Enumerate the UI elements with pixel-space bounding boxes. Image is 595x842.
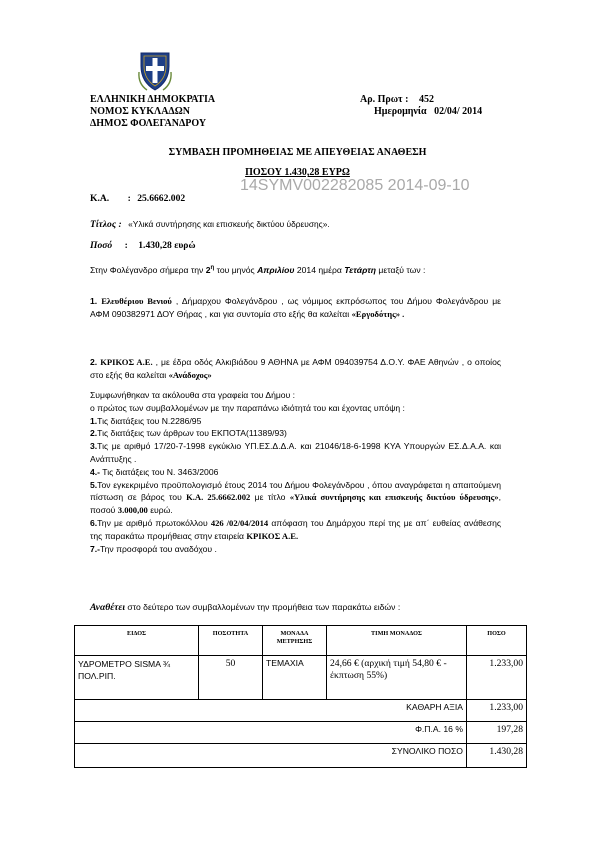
column-header-item: ΕΙΔΟΣ bbox=[75, 626, 199, 656]
title-label: Τίτλος : bbox=[90, 219, 122, 230]
party-2-paragraph bbox=[90, 356, 501, 383]
cell-unit-price: 24,66 € (αρχική τιμή 54,80 € - έκπτωση 55%) bbox=[327, 656, 467, 700]
protocol-value: 452 bbox=[418, 94, 434, 105]
agreement-intro-2: ο πρώτος των συμβαλλομένων με την παραπάνω ιδιότητά του και έχοντας υπόψη : bbox=[90, 402, 405, 413]
consideration-2: 2.Τις διατάξεις των άρθρων του ΕΚΠΟΤΑ(11389/93) bbox=[90, 428, 287, 439]
document-title: ΣΥΜΒΑΣΗ ΠΡΟΜΗΘΕΙΑΣ ΜΕ ΑΠΕΥΘΕΙΑΣ ΑΝΑΘΕΣΗ bbox=[168, 147, 427, 158]
intro-weekday: Τετάρτη bbox=[344, 264, 377, 275]
intro-paragraph bbox=[90, 262, 501, 277]
date-label: Ημερομηνία bbox=[374, 106, 427, 117]
consideration-5: 5.Τον εγκεκριμένο προϋπολογισμό έτους 2014 του Δήμου Φολεγάνδρου , όπου αναγράφεται η απαιτούμενη πίστωση σε βάρος του Κ.Α. 25.6662.002 με τίτλο «Υλικά συντήρησης και επισκευής δικτύου ύδρευσης», ποσού 3.000,00 ευρώ. bbox=[90, 479, 501, 516]
consideration-7: 7.-Την προσφορά του αναδόχου . bbox=[90, 543, 217, 554]
intro-day: 2 bbox=[205, 264, 211, 275]
date-line bbox=[374, 106, 482, 118]
registry-watermark: 14SYMV002282085 2014-09-10 bbox=[240, 177, 470, 194]
cell-item: ΥΔΡΟΜΕΤΡΟ SISMA ¾ ΠΟΛ.ΡΙΠ. bbox=[75, 656, 199, 700]
amount-line bbox=[90, 240, 195, 252]
emblem-icon bbox=[137, 50, 173, 92]
cell-quantity: 50 bbox=[199, 656, 263, 700]
issuer-prefecture: ΝΟΜΟΣ ΚΥΚΛΑΔΩΝ bbox=[90, 106, 190, 117]
net-value-label: ΚΑΘΑΡΗ ΑΞΙΑ bbox=[75, 700, 467, 722]
intro-text-b: του μηνός bbox=[214, 264, 258, 275]
cell-unit: ΤΕΜΑΧΙΑ bbox=[263, 656, 327, 700]
cell-amount: 1.233,00 bbox=[467, 656, 527, 700]
protocol-line bbox=[360, 94, 434, 106]
net-value-row bbox=[75, 700, 527, 722]
assignment-line bbox=[90, 601, 400, 614]
party-1-text: , Δήμαρχου Φολεγάνδρου , ως νόμιμος εκπρόσωπος του Δήμου Φολεγάνδρου με ΑΦΜ 090382971 ΔΟΥ Θήρας , και για συντομία στο εξής θα καλείται bbox=[90, 296, 502, 320]
net-value-amount: 1.233,00 bbox=[467, 700, 527, 722]
amount-sep: : bbox=[124, 240, 128, 251]
title-line bbox=[90, 218, 330, 231]
ka-sep: : bbox=[127, 193, 131, 204]
column-header-quantity: ΠΟΣΟΤΗΤΑ bbox=[199, 626, 263, 656]
intro-text-c: 2014 ημέρα bbox=[294, 264, 345, 275]
ka-line bbox=[90, 193, 185, 205]
consideration-1: 1.Τις διατάξεις του Ν.2286/95 bbox=[90, 415, 202, 426]
consideration-4: 4.- Τις διατάξεις του Ν. 3463/2006 bbox=[90, 466, 219, 477]
table-row bbox=[75, 656, 527, 700]
title-value: «Υλικά συντήρησης και επισκευής δικτύου ύδρευσης». bbox=[128, 219, 330, 229]
party-2-name: ΚΡΙΚΟΣ Α.Ε. bbox=[100, 357, 153, 367]
party-1-role: «Εργοδότης» . bbox=[351, 309, 405, 320]
total-row bbox=[75, 744, 527, 768]
coat-of-arms-emblem bbox=[137, 50, 173, 92]
ka-value: 25.6662.002 bbox=[137, 193, 186, 204]
issuer-country: ΕΛΛΗΝΙΚΗ ΔΗΜΟΚΡΑΤΙΑ bbox=[90, 94, 216, 105]
items-table bbox=[74, 625, 527, 768]
party-2-num: 2. bbox=[90, 357, 101, 367]
party-1-num: 1. bbox=[90, 296, 102, 306]
intro-month: Απριλίου bbox=[257, 264, 295, 275]
intro-day-sup: η bbox=[210, 265, 215, 271]
consideration-6: 6.Την με αριθμό πρωτοκόλλου 426 /02/04/2014 απόφαση του Δημάρχου περί της με απ΄ ευθείας ανάθεσης της παρακάτω προμήθειας στην εταιρεία ΚΡΙΚΟΣ Α.Ε. bbox=[90, 517, 501, 541]
issuer-block bbox=[90, 94, 215, 130]
table-header-row bbox=[75, 626, 527, 656]
party-2-text: , με έδρα οδός Αλκιβιάδου 9 ΑΘΗΝΑ με ΑΦΜ 094039754 Δ.Ο.Υ. ΦΑΕ Αθηνών , ο οποίος στο εξής θα καλείται bbox=[90, 357, 501, 381]
total-label: ΣΥΝΟΛΙΚΟ ΠΟΣΟ bbox=[75, 744, 467, 768]
ka-label: Κ.Α. bbox=[90, 193, 110, 204]
assignment-bold: Αναθέτει bbox=[90, 602, 126, 613]
agreement-intro-1: Συμφωνήθηκαν τα ακόλουθα στα γραφεία του Δήμου : bbox=[90, 390, 296, 400]
column-header-unit: ΜΟΝΑΔΑ ΜΕΤΡΗΣΗΣ bbox=[263, 626, 327, 656]
party-1-name: Ελευθέριου Βενιού bbox=[101, 296, 172, 306]
vat-amount: 197,28 bbox=[467, 722, 527, 744]
issuer-municipality: ΔΗΜΟΣ ΦΟΛΕΓΑΝΔΡΟΥ bbox=[90, 118, 207, 129]
consideration-3: 3.Τις με αριθμό 17/20-7-1998 εγκύκλιο ΥΠ.ΕΣ.Δ.Δ.Α. και 21046/18-6-1998 ΚΥΑ Υπουργών ΕΣ.Δ.Α.Α. και Ανάπτυξης . bbox=[90, 441, 501, 464]
protocol-label: Αρ. Πρωτ : bbox=[360, 94, 409, 105]
vat-label: Φ.Π.Α. 16 % bbox=[75, 722, 467, 744]
party-2-role: «Ανάδοχος» bbox=[168, 370, 212, 381]
intro-text-d: μεταξύ των : bbox=[376, 264, 426, 275]
amount-value: 1.430,28 ευρώ bbox=[138, 240, 196, 251]
assignment-text: στο δεύτερο των συμβαλλομένων την προμήθεια των παρακάτω ειδών : bbox=[125, 602, 401, 612]
vat-row bbox=[75, 722, 527, 744]
agreement-block bbox=[90, 389, 501, 555]
total-amount: 1.430,28 bbox=[467, 744, 527, 768]
amount-label: Ποσό bbox=[90, 240, 113, 251]
party-1-paragraph bbox=[90, 295, 501, 322]
intro-text-a: Στην Φολέγανδρο σήμερα την bbox=[90, 264, 206, 275]
column-header-amount: ΠΟΣΟ bbox=[467, 626, 527, 656]
column-header-unit-price: ΤΙΜΗ ΜΟΝΑΔΟΣ bbox=[327, 626, 467, 656]
document-subtitle: ΠΟΣΟΥ 1.430,28 ΕΥΡΩ bbox=[245, 167, 350, 178]
date-value: 02/04/ 2014 bbox=[434, 106, 483, 117]
